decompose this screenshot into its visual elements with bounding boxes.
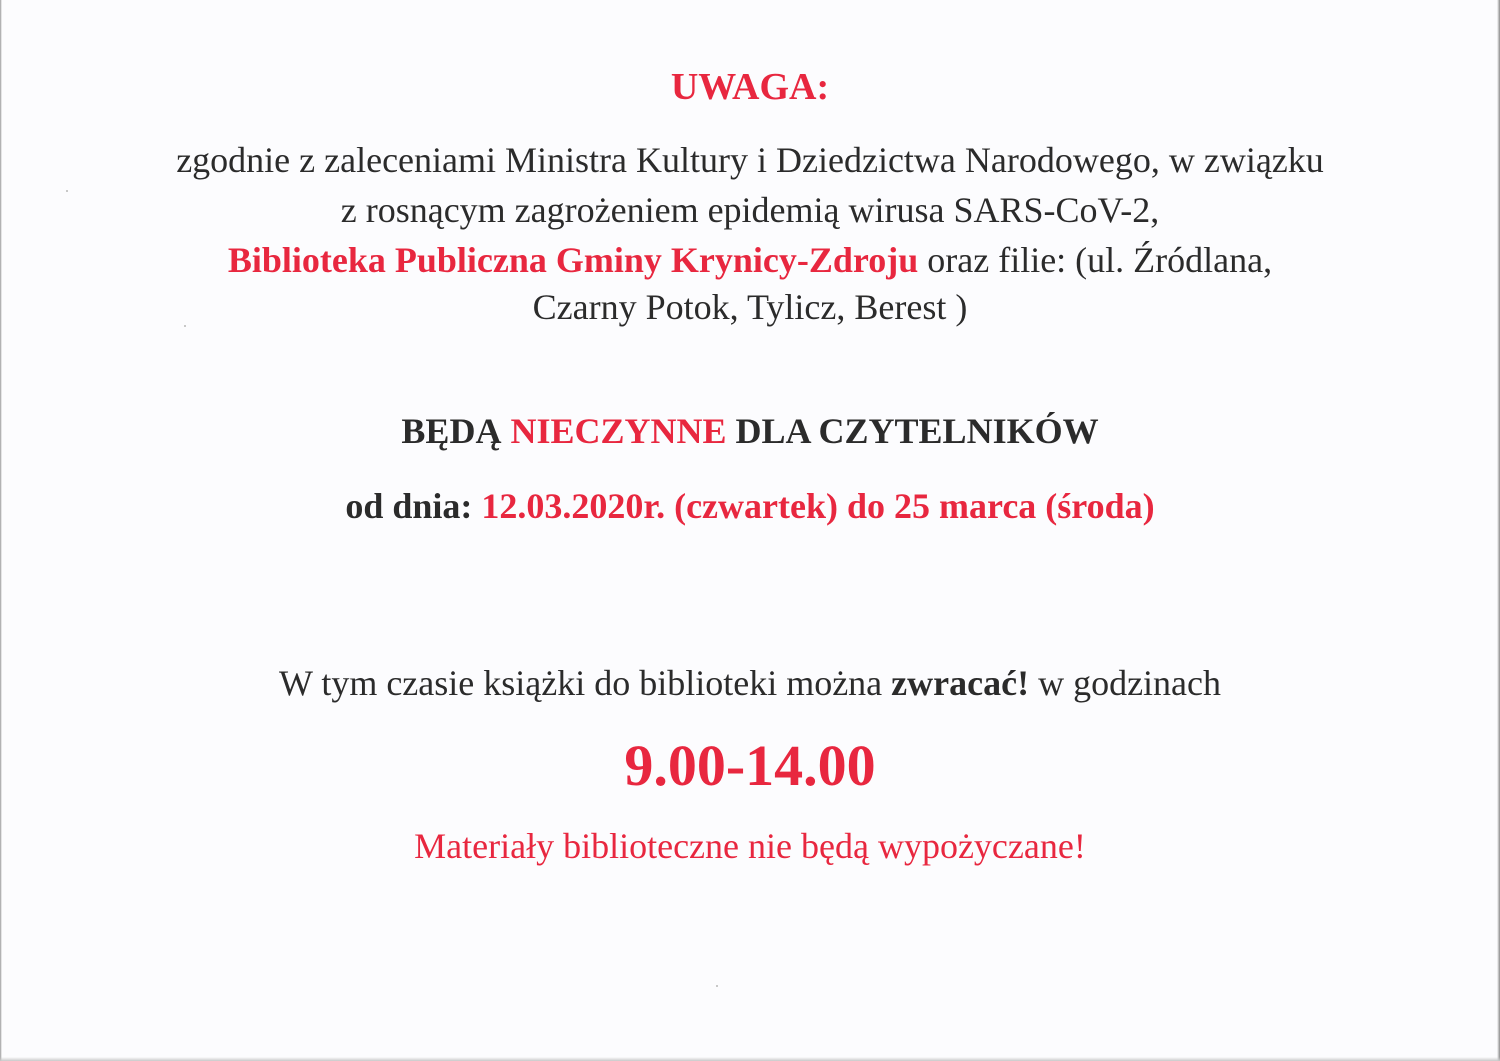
closure-dates — [0, 488, 1500, 524]
closed-suffix: DLA CZYTELNIKÓW — [726, 411, 1099, 451]
notice-title: UWAGA: — [670, 66, 830, 108]
return-info — [0, 665, 1500, 701]
return-bold: zwracać! — [891, 663, 1030, 703]
closed-heading — [0, 413, 1500, 449]
library-line — [0, 242, 1500, 278]
intro-line-1: zgodnie z zaleceniami Ministra Kultury i Dziedzictwa Narodowego, w związku — [176, 140, 1324, 180]
branches-text: oraz filie: (ul. Źródlana, — [918, 240, 1273, 280]
scan-speck — [184, 325, 186, 327]
dates-label: od dnia: — [345, 486, 482, 526]
branches-line: Czarny Potok, Tylicz, Berest ) — [532, 287, 968, 327]
dates-value: 12.03.2020r. (czwartek) do 25 marca (środa) — [481, 486, 1155, 526]
intro-line-2: z rosnącym zagrożeniem epidemią wirusa SARS-CoV-2, — [340, 190, 1160, 230]
scan-edge-bottom — [0, 1057, 1500, 1061]
scan-speck — [716, 985, 718, 987]
closed-prefix: BĘDĄ — [401, 411, 511, 451]
return-prefix: W tym czasie książki do biblioteki można — [278, 663, 892, 703]
return-hours: 9.00-14.00 — [624, 733, 876, 798]
library-name: Biblioteka Publiczna Gminy Krynicy-Zdroju — [227, 240, 919, 280]
return-suffix: w godzinach — [1029, 663, 1222, 703]
lending-note: Materiały biblioteczne nie będą wypożyczane! — [414, 826, 1086, 866]
closed-word: NIECZYNNE — [510, 411, 727, 451]
